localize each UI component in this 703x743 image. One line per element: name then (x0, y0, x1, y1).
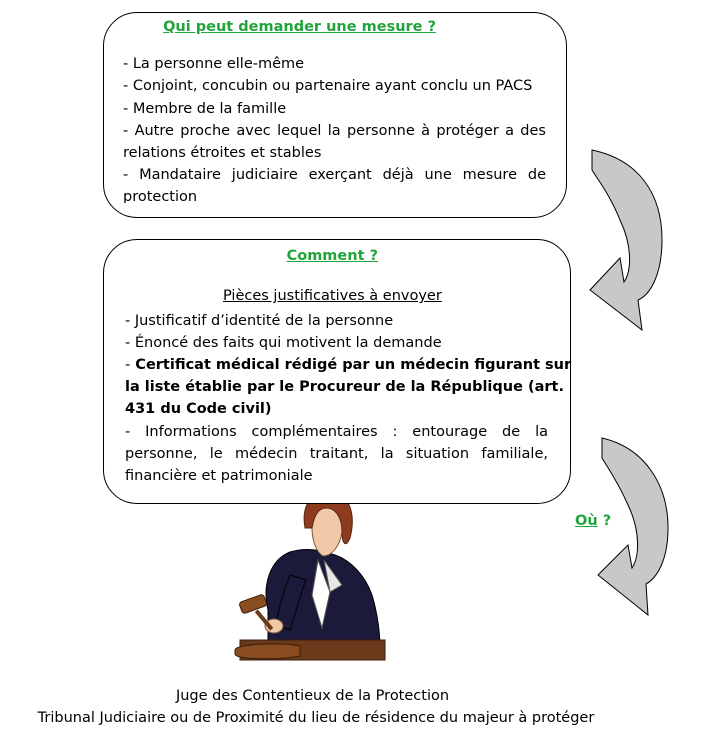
list-item: 431 du Code civil) (125, 401, 272, 417)
list-item: - Certificat médical rédigé par un médecin figurant sur (125, 357, 572, 373)
who-can-request-title: Qui peut demander une mesure ? (163, 19, 436, 35)
list-item: la liste établie par le Procureur de la République (art. (125, 379, 564, 395)
list-item: - Énoncé des faits qui motivent la demande (125, 335, 442, 351)
list-item: - Mandataire judiciaire exerçant déjà une mesure de (123, 167, 546, 183)
list-item: - Informations complémentaires : entourage de la (125, 424, 548, 440)
how-title: Comment ? (286, 248, 378, 264)
documents-subtitle: Pièces justificatives à envoyer (223, 288, 442, 304)
list-item: relations étroites et stables (123, 145, 322, 161)
where-label: Où ? (575, 513, 612, 529)
list-item: protection (123, 189, 198, 203)
list-item: - La personne elle-même (123, 56, 305, 72)
judge-illustration (235, 491, 385, 660)
list-item: - Autre proche avec lequel la personne à protéger a des (123, 123, 546, 139)
list-item: - Justificatif d’identité de la personne (125, 313, 394, 329)
curved-arrow-icon (560, 150, 662, 338)
list-item: personne, le médecin traitant, la situation familiale, (125, 446, 548, 462)
list-item-clipped (123, 184, 548, 203)
caption-tribunal: Tribunal Judiciaire ou de Proximité du lieu de résidence du majeur à protéger (37, 710, 595, 726)
list-item: - Membre de la famille (123, 101, 287, 117)
caption-court-judge: Juge des Contentieux de la Protection (175, 688, 450, 704)
list-item: - Conjoint, concubin ou partenaire ayant conclu un PACS (123, 78, 533, 94)
list-item: financière et patrimoniale (125, 468, 313, 484)
